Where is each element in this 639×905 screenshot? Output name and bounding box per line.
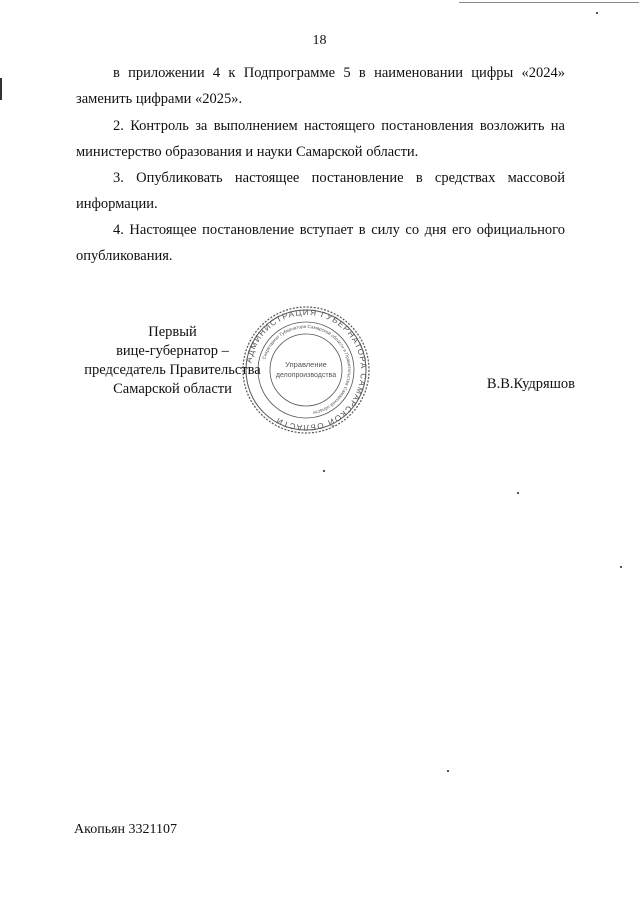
signatory-title-line: Самарской области [113,381,232,397]
signatory-name: В.В.Кудряшов [486,376,575,392]
stamp-outer-text: АДМИНИСТРАЦИЯ ГУБЕРНАТОРА САМАРСКОЙ ОБЛАСТИ [244,307,369,433]
page-number: 18 [312,33,327,48]
scan-artifact [447,770,449,772]
scan-artifact [596,12,598,14]
scan-artifact [620,566,622,568]
signatory-title [80,323,265,399]
stamp-center-line-1: Управление [285,360,327,369]
scan-artifact [0,78,2,100]
executor-contact: Акопьян 3321107 [74,822,177,837]
stamp-center-line-2: делопроизводства [275,372,337,379]
scan-artifact [517,492,519,494]
paragraph-publish: 3. Опубликовать настоящее постановление в средствах массовой информации. [76,170,565,212]
signatory-title-line: вице-губернатор – [116,343,229,359]
paragraph-appendix-change: в приложении 4 к Подпрограмме 5 в наименовании цифры «2024» заменить цифрами «2025». [76,65,565,107]
scan-artifact [459,2,639,3]
paragraph-effective-date: 4. Настоящее постановление вступает в силу со дня его официального опубликования. [76,222,565,264]
signatory-title-line: Первый [148,324,197,340]
paragraph-control: 2. Контроль за выполнением настоящего постановления возложить на министерство образования и науки Самарской области. [76,118,565,160]
stamp-inner-text: Секретариат Губернатора Самарской области и Правительства Самарской области [261,323,353,416]
scan-artifact [323,470,325,472]
signatory-title-line: председатель Правительства [84,362,261,378]
